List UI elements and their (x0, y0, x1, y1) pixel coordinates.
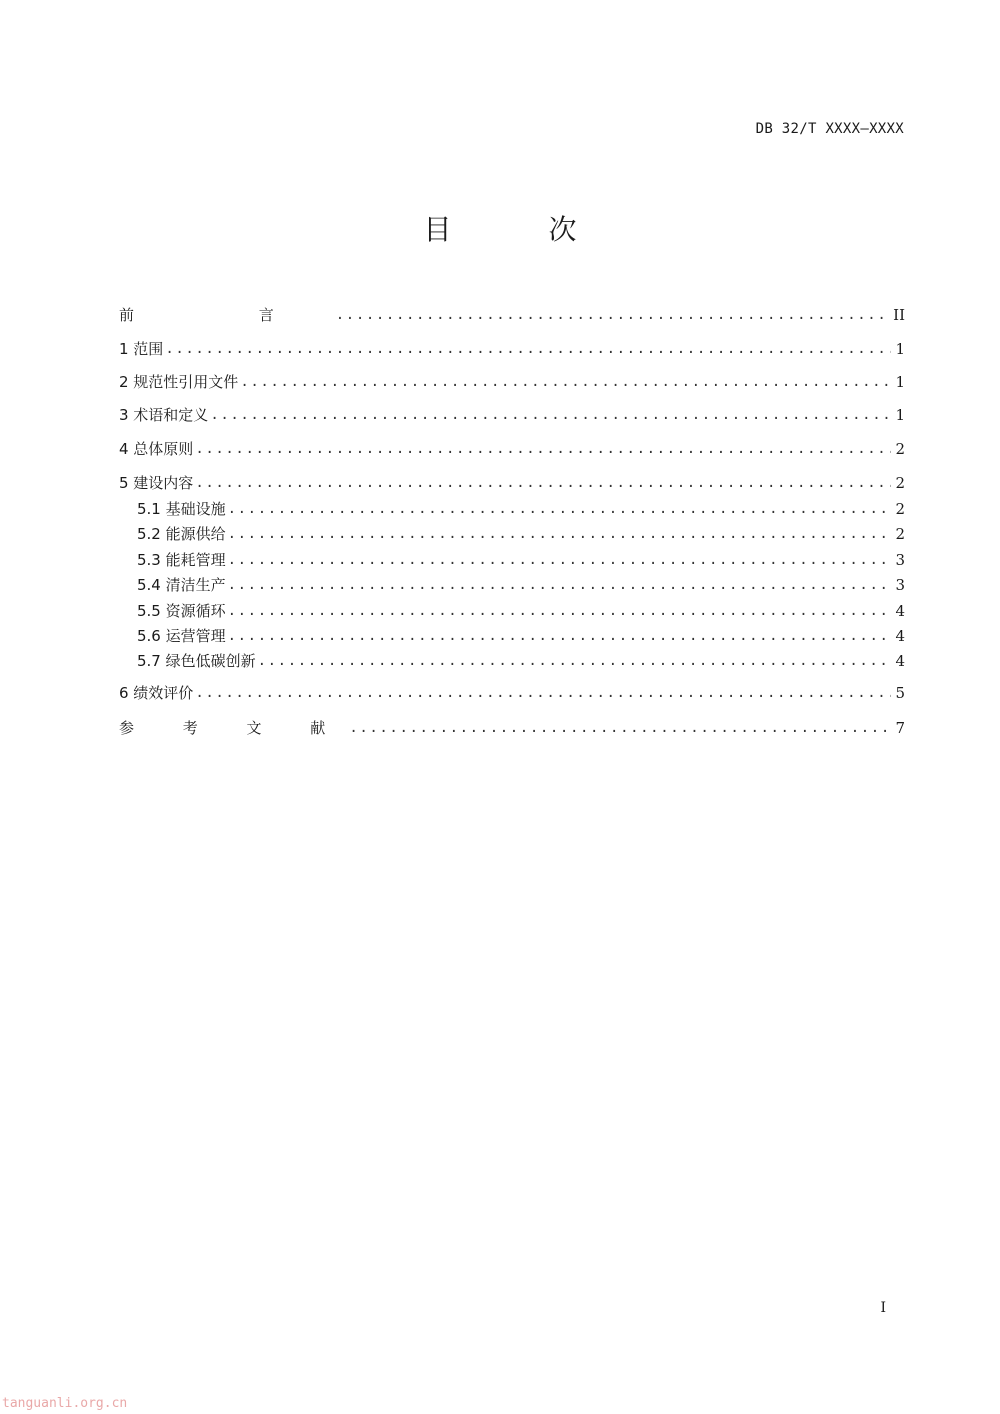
toc-entry-label: 5.5 资源循环 (137, 602, 226, 620)
page-number: I (880, 1300, 886, 1316)
toc-entry-3[interactable] (119, 405, 905, 425)
toc-entry-label: 4 总体原则 (119, 440, 194, 458)
toc-entry-page: 7 (895, 719, 905, 737)
toc-entry-label: 1 范围 (119, 340, 164, 358)
toc-entry-bibliography[interactable] (119, 718, 905, 738)
toc-entry-6[interactable] (119, 683, 905, 703)
toc-entry-page: 1 (895, 373, 905, 391)
toc-entry-page: 3 (895, 576, 905, 594)
toc-entry-page: 2 (895, 525, 905, 543)
toc-entry-2[interactable] (119, 372, 905, 392)
toc-entry-page: 4 (895, 652, 905, 670)
toc-leader-dots (228, 626, 892, 646)
toc-entry-page: 1 (895, 340, 905, 358)
toc-entry-page: 3 (895, 551, 905, 569)
toc-entry-5-4[interactable] (137, 575, 905, 595)
toc-entry-5[interactable] (119, 473, 905, 493)
toc-entry-label: 5.4 清洁生产 (137, 576, 226, 594)
toc-entry-label: 2 规范性引用文件 (119, 373, 239, 391)
toc-entry-label: 5.1 基础设施 (137, 500, 226, 518)
page-title: 目 次 (423, 213, 621, 246)
toc-entry-label: 5.7 绿色低碳创新 (137, 652, 256, 670)
toc-leader-dots (228, 601, 892, 621)
toc-leader-dots (228, 524, 892, 544)
table-of-contents (119, 0, 905, 760)
document-code: DB 32/T XXXX—XXXX (755, 121, 904, 137)
toc-entry-page: 4 (895, 602, 905, 620)
toc-leader-dots (228, 499, 892, 519)
toc-entry-label: 6 绩效评价 (119, 684, 194, 702)
toc-leader-dots (228, 575, 892, 595)
toc-entry-label: 5 建设内容 (119, 474, 194, 492)
toc-leader-dots (210, 405, 891, 425)
toc-entry-page: 1 (895, 406, 905, 424)
toc-entry-5-2[interactable] (137, 524, 905, 544)
toc-entry-5-5[interactable] (137, 601, 905, 621)
toc-entry-5-6[interactable] (137, 626, 905, 646)
toc-entry-4[interactable] (119, 439, 905, 459)
toc-entry-1[interactable] (119, 339, 905, 359)
toc-entry-label: 5.6 运营管理 (137, 627, 226, 645)
toc-leader-dots (349, 718, 891, 738)
toc-entry-page: 2 (895, 440, 905, 458)
toc-leader-dots (240, 372, 891, 392)
toc-entry-page: 5 (895, 684, 905, 702)
toc-entry-page: 4 (895, 627, 905, 645)
toc-entry-foreword[interactable] (119, 305, 905, 325)
toc-entry-page: 2 (895, 474, 905, 492)
toc-leader-dots (195, 439, 891, 459)
toc-entry-page: II (893, 306, 905, 324)
toc-entry-page: 2 (895, 500, 905, 518)
toc-entry-label: 前 言 (119, 306, 334, 324)
toc-leader-dots (336, 305, 889, 325)
toc-entry-5-7[interactable] (137, 651, 905, 671)
toc-entry-label: 参 考 文 献 (119, 719, 348, 737)
toc-leader-dots (195, 473, 891, 493)
toc-entry-label: 5.2 能源供给 (137, 525, 226, 543)
toc-leader-dots (228, 550, 892, 570)
toc-entry-label: 5.3 能耗管理 (137, 551, 226, 569)
toc-entry-5-3[interactable] (137, 550, 905, 570)
toc-entry-5-1[interactable] (137, 499, 905, 519)
toc-leader-dots (195, 683, 891, 703)
toc-entry-label: 3 术语和定义 (119, 406, 209, 424)
toc-leader-dots (258, 651, 892, 671)
watermark: tanguanli.org.cn (2, 1396, 128, 1411)
toc-leader-dots (165, 339, 891, 359)
